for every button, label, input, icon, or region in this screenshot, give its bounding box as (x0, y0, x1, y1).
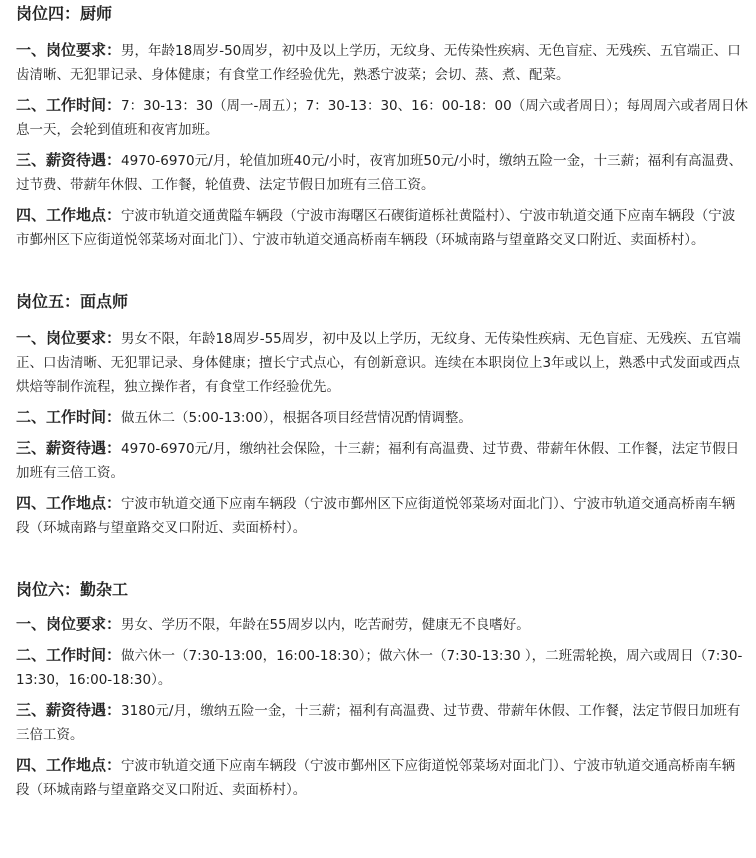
item-label: 四、工作地点： (16, 206, 122, 224)
pastry-salary (16, 436, 748, 485)
item-label: 四、工作地点： (16, 494, 122, 512)
item-label: 二、工作时间： (16, 408, 122, 426)
item-label: 二、工作时间： (16, 646, 122, 664)
pastry-requirements (16, 326, 748, 399)
item-label: 二、工作时间： (16, 96, 122, 114)
chef-work-time (16, 93, 748, 142)
item-text: 宁波市轨道交通黄隘车辆段（宁波市海曙区石碶街道栎社黄隘村）、宁波市轨道交通下应南车辆段（宁波市鄞州区下应街道悦邻菜场对面北门）、宁波市轨道交通高桥南车辆段（环城南路与望童路交叉口附近、卖面桥村）。 (16, 208, 736, 248)
item-text: 男，年龄18周岁-50周岁，初中及以上学历，无纹身、无传染性疾病、无色盲症、无残疾、五官端正、口齿清晰、无犯罪记录、身体健康；有食堂工作经验优先，熟悉宁波菜；会切、蒸、煮、配菜。 (16, 43, 741, 83)
item-text: 4970-6970元/月，轮值加班40元/小时，夜宵加班50元/小时，缴纳五险一金，十三薪；福利有高温费、过节费、带薪年休假、工作餐，轮值费、法定节假日加班有三倍工资。 (16, 153, 743, 193)
section-title-chef: 岗位四：厨师 (16, 4, 113, 23)
handyman-location (16, 753, 748, 802)
item-label: 一、岗位要求： (16, 329, 122, 347)
item-text: 男女不限，年龄18周岁-55周岁，初中及以上学历，无纹身、无传染性疾病、无色盲症、无残疾、五官端正、口齿清晰、无犯罪记录、身体健康；擅长宁式点心，有创新意识。连续在本职岗位上3年或以上，熟悉中式发面或西点烘焙等制作流程，独立操作者，有食堂工作经验优先。 (16, 331, 741, 395)
item-text: 做五休二（5:00-13:00），根据各项目经营情况酌情调整。 (121, 410, 472, 426)
item-label: 三、薪资待遇： (16, 439, 122, 457)
item-text: 3180元/月，缴纳五险一金，十三薪；福利有高温费、过节费、带薪年休假、工作餐，法定节假日加班有三倍工资。 (16, 703, 741, 743)
item-label: 三、薪资待遇： (16, 151, 122, 169)
item-label: 三、薪资待遇： (16, 701, 122, 719)
pastry-work-time (16, 405, 748, 430)
item-text: 做六休一（7:30-13:00，16:00-18:30）；做六休一（7:30-13:30 ），二班需轮换，周六或周日（7:30-13:30，16:00-18:30）。 (16, 648, 743, 688)
item-text: 男女、学历不限，年龄在55周岁以内，吃苦耐劳，健康无不良嗜好。 (121, 617, 530, 633)
chef-location (16, 203, 748, 252)
handyman-requirements (16, 612, 748, 637)
item-label: 一、岗位要求： (16, 41, 122, 59)
section-title-handyman: 岗位六：勤杂工 (16, 580, 129, 599)
item-text: 宁波市轨道交通下应南车辆段（宁波市鄞州区下应街道悦邻菜场对面北门）、宁波市轨道交通高桥南车辆段（环城南路与望童路交叉口附近、卖面桥村）。 (16, 496, 736, 536)
item-label: 一、岗位要求： (16, 615, 122, 633)
item-text: 4970-6970元/月，缴纳社会保险，十三薪；福利有高温费、过节费、带薪年休假、工作餐，法定节假日加班有三倍工资。 (16, 441, 740, 481)
item-text: 7：30-13：30（周一-周五）；7：30-13：30、16：00-18：00（周六或者周日）；每周周六或者周日休息一天，会轮到值班和夜宵加班。 (16, 98, 748, 138)
handyman-salary (16, 698, 748, 747)
chef-requirements (16, 38, 748, 87)
handyman-work-time (16, 643, 748, 692)
chef-salary (16, 148, 748, 197)
item-label: 四、工作地点： (16, 756, 122, 774)
item-text: 宁波市轨道交通下应南车辆段（宁波市鄞州区下应街道悦邻菜场对面北门）、宁波市轨道交通高桥南车辆段（环城南路与望童路交叉口附近、卖面桥村）。 (16, 758, 736, 798)
pastry-location (16, 491, 748, 540)
section-title-pastry-chef: 岗位五：面点师 (16, 292, 129, 311)
